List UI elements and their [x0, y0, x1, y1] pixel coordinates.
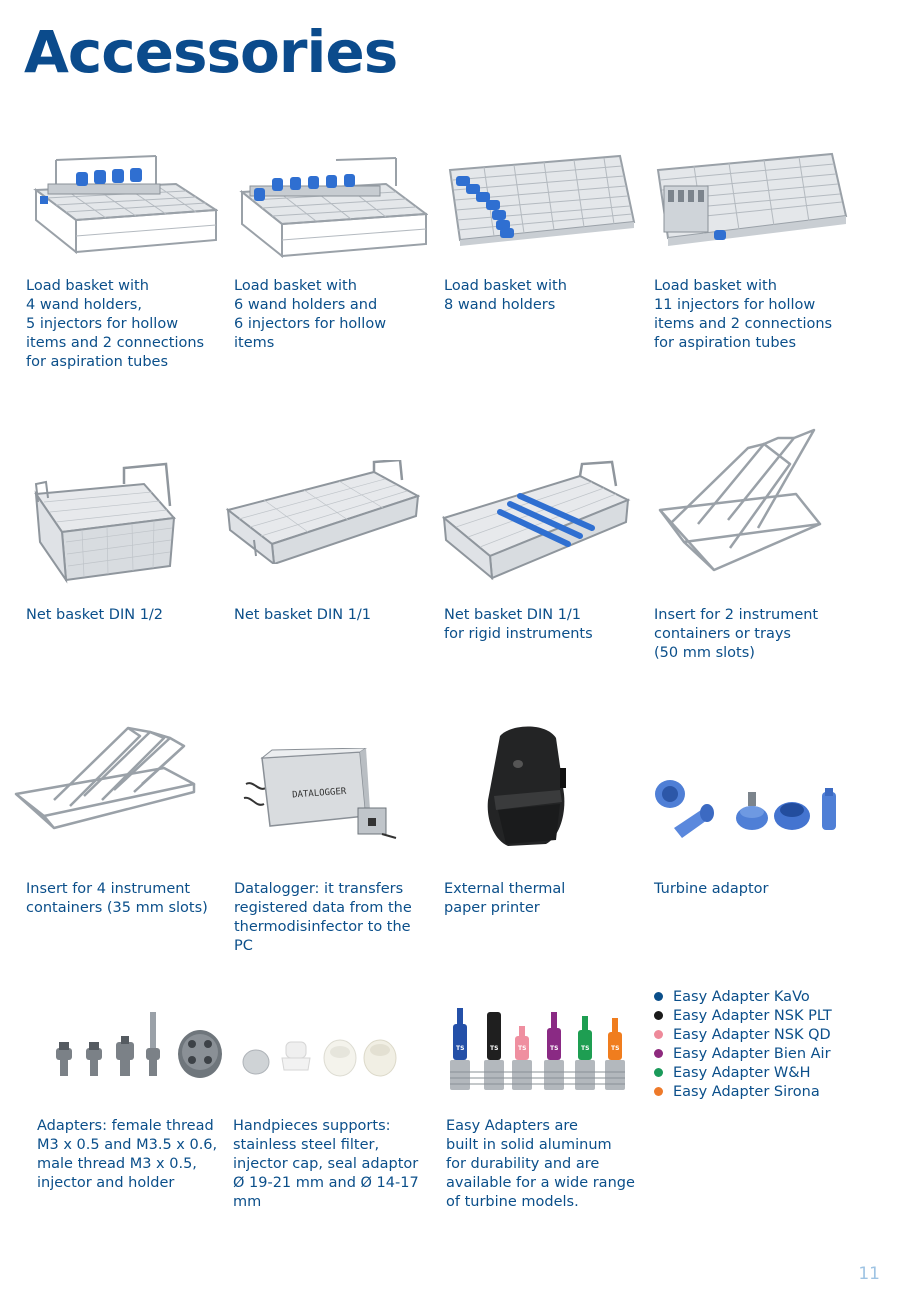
legend-dot	[654, 1087, 663, 1096]
legend-label: Easy Adapter NSK QD	[673, 1026, 831, 1043]
legend-label: Easy Adapter Bien Air	[673, 1045, 831, 1062]
badge-nsk-plt: TS	[490, 1045, 499, 1052]
item-caption-6: Net basket DIN 1/1	[234, 607, 372, 623]
item-caption-8: Insert for 2 instrument containers or trays (50 mm slots)	[654, 607, 819, 661]
badge-sirona: TS	[611, 1045, 620, 1052]
legend-dot	[654, 1068, 663, 1077]
adapters-image	[50, 1012, 226, 1084]
legend-dot	[654, 992, 663, 1001]
legend-item	[654, 1025, 832, 1044]
legend-dot	[654, 1011, 663, 1020]
legend-item	[654, 1006, 832, 1025]
datalogger-image	[242, 748, 398, 844]
badge-bien-air: TS	[550, 1045, 559, 1052]
item-caption-4: Load basket with 11 injectors for hollow items and 2 connections for aspiration tubes	[654, 278, 833, 351]
insert-2-containers-image	[658, 424, 828, 576]
item-caption-15: Easy Adapters are built in solid aluminum for durability and are available for a wide range of turbine models.	[446, 1118, 635, 1210]
net-basket-rigid-image	[440, 460, 632, 584]
load-basket-4-wand-image	[26, 148, 218, 258]
badge-wh: TS	[581, 1045, 590, 1052]
legend-label: Easy Adapter W&H	[673, 1064, 811, 1081]
thermal-printer-image	[480, 724, 572, 850]
legend-dot	[654, 1030, 663, 1039]
turbine-adaptor-image	[652, 778, 844, 840]
item-caption-12: Turbine adaptor	[654, 881, 769, 897]
easy-adapter-legend	[654, 987, 832, 1101]
item-caption-2: Load basket with 6 wand holders and 6 injectors for hollow items	[234, 278, 387, 351]
insert-4-containers-image	[14, 720, 198, 832]
legend-item	[654, 1044, 832, 1063]
item-caption-5: Net basket DIN 1/2	[26, 607, 164, 623]
item-caption-9: Insert for 4 instrument containers (35 mm slots)	[26, 881, 208, 916]
load-basket-6-wand-image	[236, 150, 428, 260]
net-basket-din-half-image	[32, 462, 178, 584]
badge-kavo: TS	[456, 1045, 465, 1052]
item-caption-1: Load basket with 4 wand holders, 5 injectors for hollow items and 2 connections for aspiration tubes	[26, 278, 205, 370]
legend-dot	[654, 1049, 663, 1058]
legend-item	[654, 987, 832, 1006]
legend-item	[654, 1063, 832, 1082]
item-caption-13: Adapters: female thread M3 x 0.5 and M3.5 x 0.6, male thread M3 x 0.5, injector and holder	[37, 1118, 218, 1191]
item-caption-10: Datalogger: it transfers registered data from the thermodisinfector to the PC	[234, 881, 412, 954]
net-basket-din-1-image	[224, 460, 420, 564]
easy-adapters-image	[446, 1006, 636, 1094]
legend-label: Easy Adapter Sirona	[673, 1083, 820, 1100]
legend-label: Easy Adapter KaVo	[673, 988, 810, 1005]
handpieces-supports-image	[238, 1034, 398, 1080]
page-number: 11	[858, 1264, 880, 1284]
legend-item	[654, 1082, 832, 1101]
item-caption-7: Net basket DIN 1/1 for rigid instruments	[444, 607, 593, 642]
item-caption-14: Handpieces supports: stainless steel filter, injector cap, seal adaptor Ø 19-21 mm and Ø 14-17 mm	[233, 1118, 419, 1210]
item-caption-3: Load basket with 8 wand holders	[444, 278, 567, 313]
datalogger-label: DATALOGGER	[291, 786, 347, 801]
load-basket-11-injector-image	[654, 146, 848, 250]
badge-nsk-qd: TS	[518, 1045, 527, 1052]
legend-label: Easy Adapter NSK PLT	[673, 1007, 832, 1024]
item-caption-11: External thermal paper printer	[444, 881, 566, 916]
load-basket-8-wand-image	[444, 150, 636, 246]
page-title: Accessories	[24, 18, 398, 86]
